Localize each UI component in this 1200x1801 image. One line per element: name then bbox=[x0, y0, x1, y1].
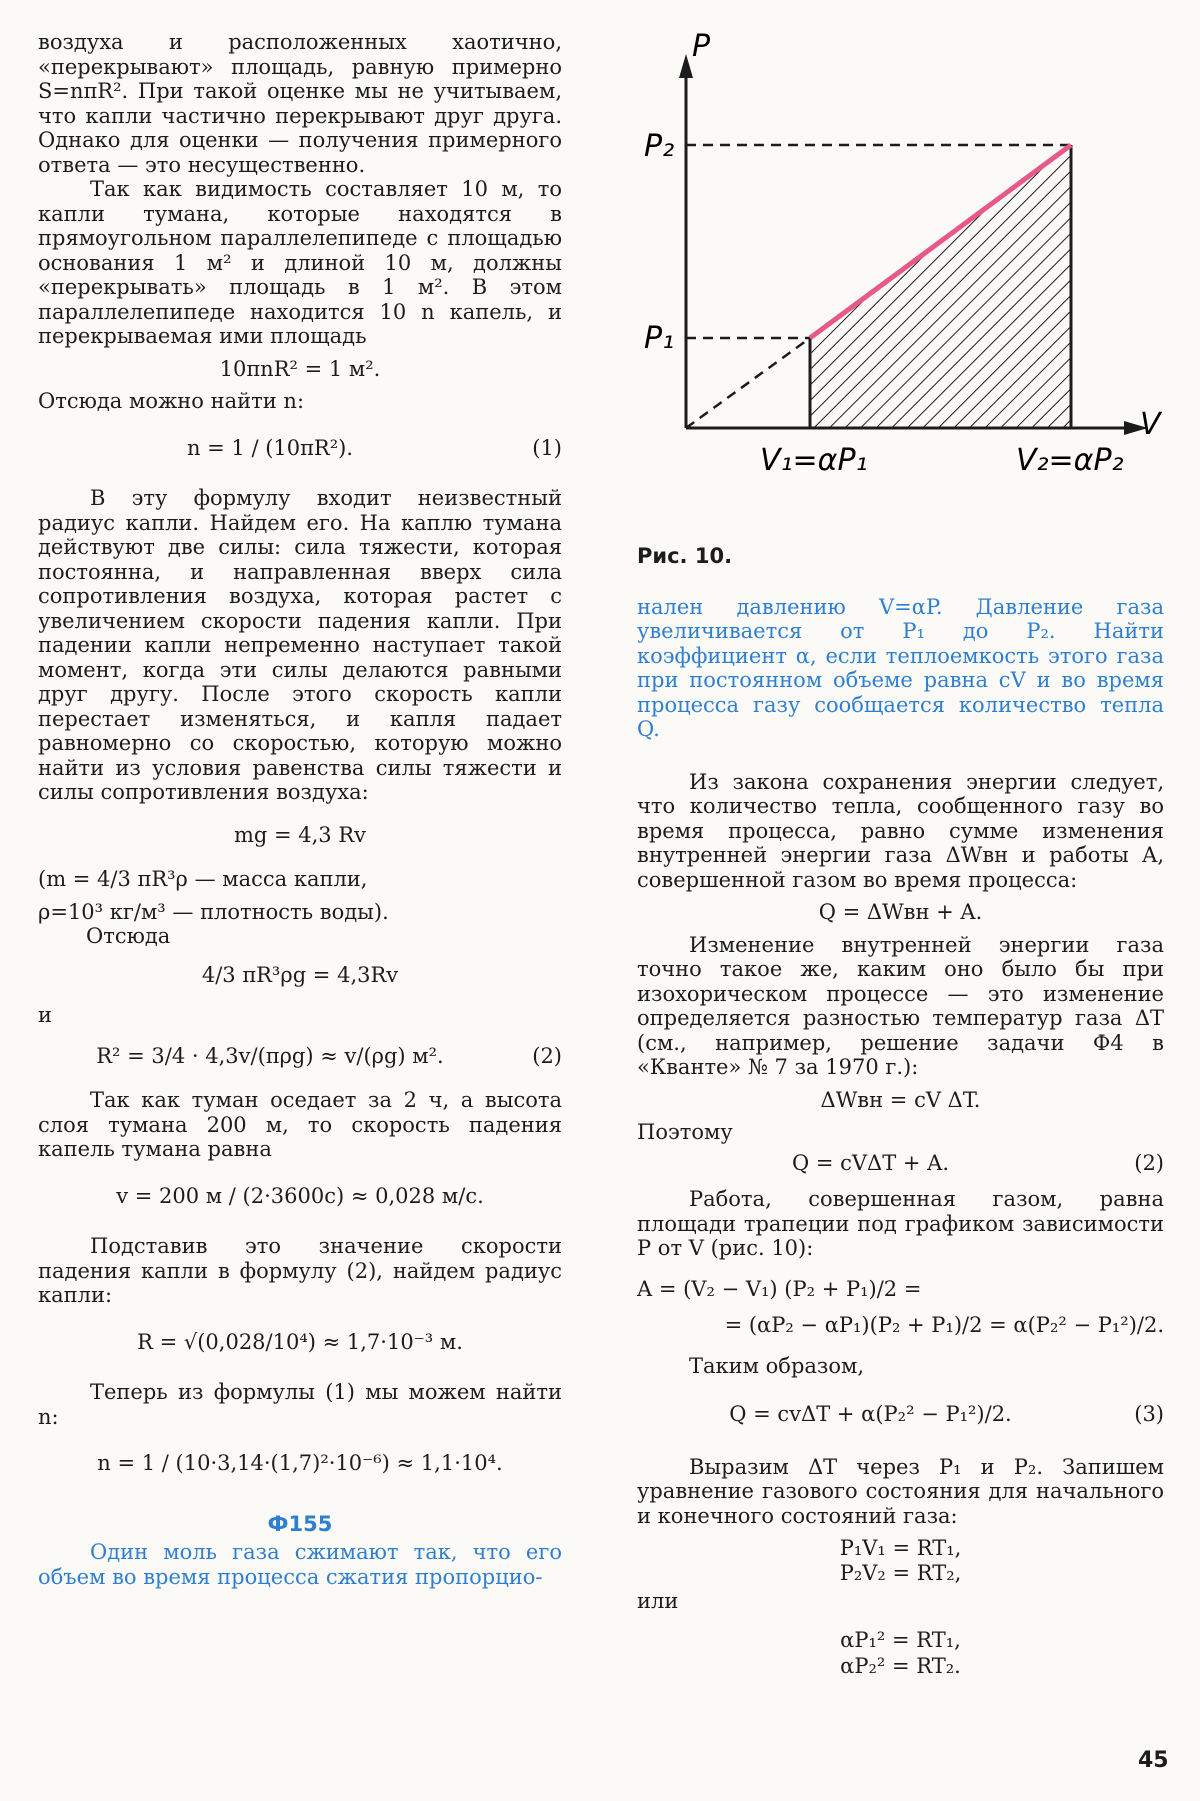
formula-number: (2) bbox=[1134, 1150, 1164, 1175]
problem-text-continued: нален давлению V=αP. Давление газа увеличивается от P₁ до P₂. Найти коэффициент α, если теплоемкость этого газа при постоянном объеме равна cV и во время процесса газу сообщается количество тепла Q. bbox=[637, 594, 1164, 741]
formula-area: 10πnR² = 1 м². bbox=[219, 356, 381, 381]
formula-2 bbox=[38, 1044, 562, 1069]
formula-force2: 4/3 πR³ρg = 4,3Rv bbox=[201, 962, 399, 987]
paragraph: Отсюда можно найти n: bbox=[38, 389, 305, 413]
right-column bbox=[637, 530, 1164, 1681]
paragraph: Работа, совершенная газом, равна площади трапеции под графиком зависимости P от V (рис. 10): bbox=[637, 1187, 1164, 1260]
formula-force: mg = 4,3 Rv bbox=[233, 822, 367, 847]
formula-n: n = 1 / (10·3,14·(1,7)²·10⁻⁶) ≈ 1,1·10⁴. bbox=[97, 1451, 503, 1475]
y-axis-arrow bbox=[679, 54, 693, 78]
paragraph: Так как видимость составляет 10 м, то капли тумана, которые находятся в прямоугольном параллелепипеде с площадью основания 1 м² и длиной 10 м, должны «перекрывать» площадь в 1 м². В этом параллелепипеде находится 10 n капель, и перекрываемая ими площадь bbox=[38, 177, 562, 348]
formula-state1: P₁V₁ = RT₁, bbox=[839, 1536, 962, 1560]
page-number: 45 bbox=[1138, 1748, 1169, 1773]
axis-x-label: V bbox=[1140, 407, 1161, 442]
paragraph: Подставив это значение скорости падения капли в формулу (2), найдем радиус капли: bbox=[38, 1234, 562, 1307]
v2-label: V₂=αP₂ bbox=[1016, 443, 1124, 478]
formula-number: (1) bbox=[532, 435, 562, 460]
formula-number: (2) bbox=[532, 1043, 562, 1068]
formula-text: Q = cvΔT + α(P₂² − P₁²)/2. bbox=[729, 1402, 1012, 1426]
formula-text: Q = cVΔT + A. bbox=[791, 1150, 950, 1175]
paragraph: Выразим ΔT через P₁ и P₂. Запишем уравнение газового состояния для начального и конечного состояний газа: bbox=[637, 1454, 1164, 1528]
formula-1 bbox=[38, 436, 562, 461]
paragraph: Таким образом, bbox=[689, 1353, 865, 1378]
work-area-hatch bbox=[810, 145, 1071, 428]
formula-Q: Q = ΔWвн + A. bbox=[818, 900, 983, 924]
paragraph: Поэтому bbox=[637, 1120, 733, 1144]
paragraph: Отсюда bbox=[86, 924, 171, 948]
formula-state3: αP₁² = RT₁, bbox=[840, 1627, 961, 1652]
figure-caption: Рис. 10. bbox=[637, 544, 733, 568]
paragraph: воздуха и расположенных хаотично, «перекрывают» площадь, равную примерно S=nπR². При такой оценке мы не учитываем, что капли частично перекрывают друг друга. Однако для оценки — получения примерного ответа — это несущественно. bbox=[38, 30, 562, 177]
formula-2-right bbox=[637, 1151, 1164, 1176]
origin-dashed bbox=[686, 338, 810, 428]
formula-A1: A = (V₂ − V₁) (P₂ + P₁)/2 = bbox=[637, 1276, 922, 1301]
paragraph: Из закона сохранения энергии следует, что количество тепла, сообщенного газу во время процесса, равно сумме изменения внутренней энергии газа ΔWвн и работы A, совершенной газом во время процесса: bbox=[637, 769, 1164, 892]
formula-3 bbox=[637, 1402, 1164, 1427]
v1-label: V₁=αP₁ bbox=[760, 443, 868, 478]
formula-A2: = (αP₂ − αP₁)(P₂ + P₁)/2 = α(P₂² − P₁²)/2. bbox=[724, 1313, 1164, 1337]
formula-state2: P₂V₂ = RT₂, bbox=[839, 1560, 962, 1585]
paragraph: Изменение внутренней энергии газа точно такое же, каким оно было бы при изохорическом процессе — это изменение определяется разностью температур газа ΔT (см., например, решение задачи Ф4 в «Кванте» № 7 за 1970 г.): bbox=[637, 932, 1164, 1079]
left-column bbox=[38, 30, 562, 1589]
formula-dW: ΔWвн = cV ΔT. bbox=[820, 1087, 981, 1112]
paragraph: или bbox=[637, 1589, 679, 1613]
paragraph: Теперь из формулы (1) мы можем найти n: bbox=[38, 1380, 562, 1429]
formula-velocity: v = 200 м / (2·3600с) ≈ 0,028 м/с. bbox=[116, 1183, 484, 1208]
formula-text: R² = 3/4 · 4,3v/(πρg) ≈ v/(ρg) м². bbox=[96, 1043, 444, 1068]
paragraph: ρ=10³ кг/м³ — плотность воды). bbox=[38, 899, 389, 924]
p1-label: P₁ bbox=[644, 321, 675, 356]
formula-text: n = 1 / (10πR²). bbox=[186, 435, 354, 460]
formula-radius: R = √(0,028/10⁴) ≈ 1,7·10⁻³ м. bbox=[137, 1329, 463, 1354]
formula-number: (3) bbox=[1134, 1402, 1164, 1426]
formula-state4: αP₂² = RT₂. bbox=[840, 1654, 961, 1678]
paragraph: В эту формулу входит неизвестный радиус капли. Найдем его. На каплю тумана действуют две силы: сила тяжести, которая постоянна, и направленная вверх сила сопротивления воздуха, которая растет с увеличением скорости падения капли. При падении капли непременно наступает такой момент, когда эти силы делаются равными друг другу. После этого скорость капли перестает изменяться, и капля падает равномерно со скоростью, которую можно найти из условия равенства силы тяжести и силы сопротивления воздуха: bbox=[38, 486, 562, 804]
problem-text: Один моль газа сжимают так, что его объем во время процесса сжатия пропорцио- bbox=[38, 1540, 562, 1589]
paragraph: Так как туман оседает за 2 ч, а высота слоя тумана 200 м, то скорость падения капель тумана равна bbox=[38, 1088, 562, 1161]
paragraph: и bbox=[38, 1003, 52, 1027]
paragraph: (m = 4/3 πR³ρ — масса капли, bbox=[38, 867, 368, 891]
figure-pv-diagram bbox=[630, 20, 1170, 480]
p2-label: P₂ bbox=[644, 129, 675, 164]
axis-y-label: P bbox=[692, 29, 711, 64]
problem-heading: Ф155 bbox=[267, 1511, 333, 1536]
